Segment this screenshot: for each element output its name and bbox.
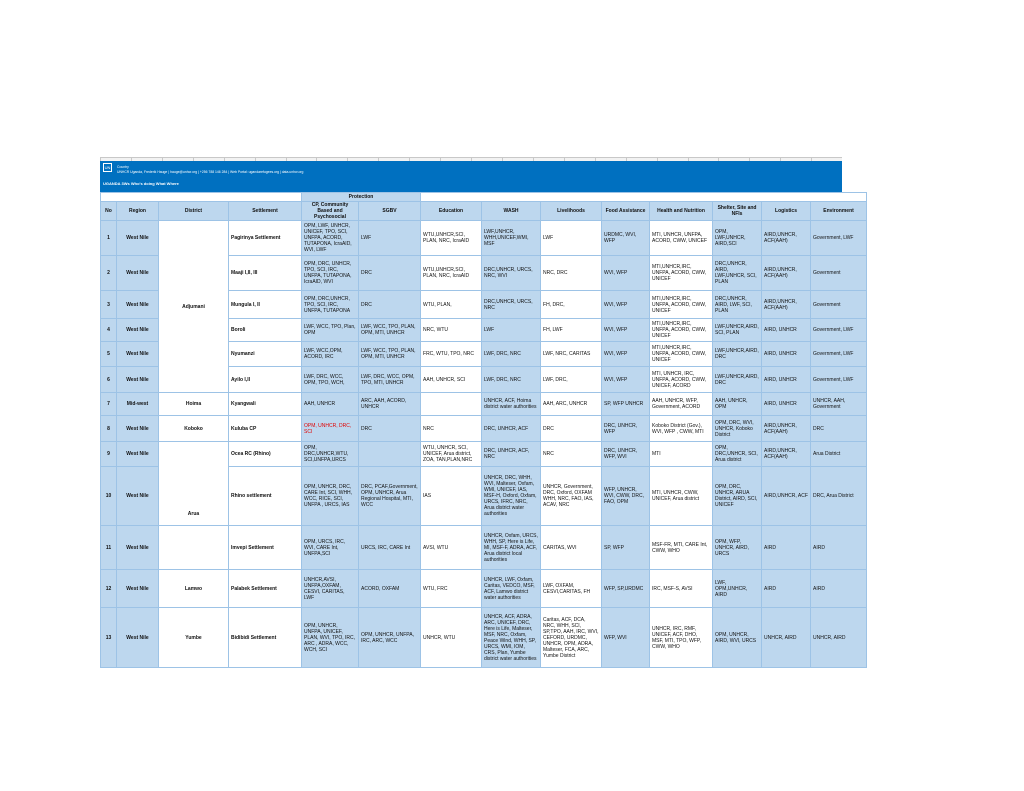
cell-cp: OPM, UNHCR, UNFPA, UNICEF, PLAN, WVI, TPO, IRC, ARC , ADRA, WCC, WCH, SCI — [302, 608, 359, 668]
cell-logistics: AIRD,UNHCR, ACF(AAH) — [762, 256, 811, 291]
cell-health: UNHCR, IRC, RMF, UNICEF, ACF, DHO, MSF, MTI, TPO, WFP, CWW, WHO — [650, 608, 713, 668]
cell-wash: DRC, UNHCR, ACF, NRC — [482, 442, 541, 467]
cell-logistics: AIRD,UNHCR, ACF(AAH) — [762, 416, 811, 442]
cell-health: MTI, UNHCR, IRC, UNFPA, ACORD, CWW, UNICEF, ACORD — [650, 367, 713, 393]
cell-wash: UNHCR, Oxfam, URCS, WHH, SP, Here is Life, MI, MSF-F, ADRA, ACF, Arua district local authorities — [482, 526, 541, 570]
cell-food: SP, WFP UNHCR — [602, 393, 650, 416]
cell-health: MTI,UNHCR,IRC, UNFPA, ACORD, CWW, UNICEF — [650, 256, 713, 291]
cell-cp: OPM, DRC, UNHCR, TPO, SCI, IRC, UNFPA, TUTAPONA, IcraAID, WVI — [302, 256, 359, 291]
cell-region: West Nile — [117, 608, 159, 668]
cell-no: 9 — [101, 442, 117, 467]
cell-environment: Government — [811, 256, 867, 291]
cell-food: WFP, WVI — [602, 608, 650, 668]
cell-sgbv: OPM, UNHCR, UNFPA, IRC, ARC, WCC — [359, 608, 421, 668]
cell-shelter: AAH, UNHCR, OPM — [713, 393, 762, 416]
cell-livelihoods: LWF, OXFAM, CESVI,CARITAS, FH — [541, 570, 602, 608]
cell-settlement: Palabek Settlement — [229, 570, 302, 608]
cell-cp: OPM, URCS, IRC, WVI, CARE Int, UNFPA,SCI — [302, 526, 359, 570]
cell-shelter: OPM, UNHCR, AIRD, WVI, URCS — [713, 608, 762, 668]
cell-education: UNHCR, WTU — [421, 608, 482, 668]
cell-logistics: AIRD — [762, 570, 811, 608]
cell-region: Mid-west — [117, 393, 159, 416]
cell-livelihoods: AAH, ARC, UNHCR — [541, 393, 602, 416]
cell-cp: LWF, WCC,OPM, ACORD, IRC — [302, 342, 359, 367]
cell-wash: DRC,UNHCR, URCS, NRC, WVI — [482, 256, 541, 291]
cell-health: MSF-FR, MTI, CARE Int, CWW, WHO — [650, 526, 713, 570]
cell-settlement: Rhino settlement — [229, 467, 302, 526]
cell-environment: DRC, Arua District — [811, 467, 867, 526]
header-education: Education — [421, 202, 482, 221]
cell-food: DRC, UNHCR, WFP — [602, 416, 650, 442]
cell-sgbv: URCS, IRC, CARE Int — [359, 526, 421, 570]
cell-shelter: OPM, LWF,UNHCR, AIRD,SCI — [713, 221, 762, 256]
cell-wash: LWF, DRC, NRC — [482, 342, 541, 367]
cell-wash: DRC,UNHCR, URCS, NRC — [482, 291, 541, 319]
cell-wash: UNHCR, ACF, Hoima district water authorities — [482, 393, 541, 416]
cell-wash: LWF,UNHCR, WHH,UNICEF,WMI, MSF — [482, 221, 541, 256]
header-settlement: Settlement — [229, 202, 302, 221]
unhcr-logo-icon: UN — [104, 165, 111, 170]
cell-health: AAH, UNHCR, WFP, Government, ACORD — [650, 393, 713, 416]
cell-environment: AIRD — [811, 570, 867, 608]
cell-education: AVSI, WTU — [421, 526, 482, 570]
cell-health: MTI,UNHCR,IRC, UNFPA, ACORD, CWW, UNICEF — [650, 319, 713, 342]
cell-cp: LWF, DRC, WCC, OPM, TPO, WCH, — [302, 367, 359, 393]
cell-livelihoods: NRC — [541, 442, 602, 467]
cell-livelihoods: FH, LWF — [541, 319, 602, 342]
cell-region: West Nile — [117, 256, 159, 291]
cell-food: DRC, UNHCR, WFP, WVI — [602, 442, 650, 467]
cell-education: NRC, WTU — [421, 319, 482, 342]
cell-wash: UNHCR, ACF, ADRA, ARC, UNICEF, DRC, Here is Life, Malteser, MSF, NRC, Oxfam, Peace Wind, WHH, SP, URCS, WMI, IOM, CRS, Plan, Yumbe district water authorities — [482, 608, 541, 668]
cell-logistics: AIRD, UNHCR — [762, 342, 811, 367]
cell-logistics: AIRD,UNHCR, ACF(AAH) — [762, 442, 811, 467]
cell-food: WFP, SP,URDMC — [602, 570, 650, 608]
cell-cp: OPM, UNHCR, DRC, SCI — [302, 416, 359, 442]
cell-no: 13 — [101, 608, 117, 668]
cell-food: WFP, UNHCR, WVI, CWW, DRC, FAO, OPM — [602, 467, 650, 526]
table-row — [101, 416, 867, 442]
cell-education: AAH, UNHCR, SCI — [421, 367, 482, 393]
cell-no: 7 — [101, 393, 117, 416]
cell-sgbv: ARC, AAH, ACORD, UNHCR — [359, 393, 421, 416]
cell-settlement: Ayilo I,II — [229, 367, 302, 393]
cell-sgbv — [359, 442, 421, 467]
cell-sgbv: ACORD, OXFAM — [359, 570, 421, 608]
cell-environment: Government, LWF — [811, 221, 867, 256]
cell-logistics: AIRD,UNHCR, ACF — [762, 467, 811, 526]
cell-sgbv: LWF — [359, 221, 421, 256]
cell-logistics: AIRD, UNHCR — [762, 393, 811, 416]
cell-district-empty — [159, 526, 229, 570]
cell-shelter: OPM, WFP, UNHCR, AIRD, URCS — [713, 526, 762, 570]
cell-livelihoods: LWF — [541, 221, 602, 256]
cell-shelter: OPM, DRC, WVI, UNHCR, Koboko District — [713, 416, 762, 442]
cell-health: MTI — [650, 442, 713, 467]
cell-cp: OPM, DRC,UNHCR, TPO, SCI, IRC, UNFPA, TUTAPONA — [302, 291, 359, 319]
cell-no: 12 — [101, 570, 117, 608]
header-food: Food Assistance — [602, 202, 650, 221]
cell-settlement: Maaji I,II, III — [229, 256, 302, 291]
cell-logistics: AIRD, UNHCR — [762, 319, 811, 342]
cell-region: West Nile — [117, 467, 159, 526]
cell-shelter: DRC,UNHCR, AIRD, LWF,UNHCR, SCI, PLAN — [713, 256, 762, 291]
cell-no: 5 — [101, 342, 117, 367]
cell-logistics: AIRD,UNHCR, ACF(AAH) — [762, 291, 811, 319]
header-district: District — [159, 202, 229, 221]
cell-settlement: Nyumanzi — [229, 342, 302, 367]
cell-logistics: UNHCR, AIRD — [762, 608, 811, 668]
cell-settlement: Mungula I, II — [229, 291, 302, 319]
table-row — [101, 526, 867, 570]
cell-settlement: Bidibidi Settlement — [229, 608, 302, 668]
cell-health: MTI,UNHCR,IRC, UNFPA, ACORD, CWW, UNICEF — [650, 291, 713, 319]
cell-sgbv: LWF, WCC, TPO, PLAN, OPM, MTI, UNHCR — [359, 342, 421, 367]
cell-district: Hoima — [159, 393, 229, 416]
cell-environment: AIRD — [811, 526, 867, 570]
cell-no: 3 — [101, 291, 117, 319]
cell-region: West Nile — [117, 526, 159, 570]
cell-livelihoods: FH, DRC, — [541, 291, 602, 319]
cell-cp: UNHCR,AVSI, UNFPA,OXFAM, CESVI, CARITAS, LWF — [302, 570, 359, 608]
3w-matrix-table — [100, 192, 867, 668]
cell-cp: LWF, WCC, TPO, Plan, OPM — [302, 319, 359, 342]
cell-wash: DRC, UNHCR, ACF — [482, 416, 541, 442]
cell-region: West Nile — [117, 221, 159, 256]
header-sgbv: SGBV — [359, 202, 421, 221]
cell-environment: Government, LWF — [811, 342, 867, 367]
cell-wash: LWF — [482, 319, 541, 342]
banner-country: Country — [117, 165, 129, 169]
cell-shelter: LWF, OPM,UNHCR, AIRD — [713, 570, 762, 608]
cell-education: WTU, UNHCR, SCI, UNICEF, Arua district, ZOA, TAN,PLAN,NRC — [421, 442, 482, 467]
header-wash: WASH — [482, 202, 541, 221]
cell-livelihoods: UNHCR, Government, DRC, Oxford, OXFAM WHH, NRC, FAO, IAS, ACAV, NRC — [541, 467, 602, 526]
cell-no: 2 — [101, 256, 117, 291]
cell-settlement: Pagirinya Settlement — [229, 221, 302, 256]
cell-cp: OPM, LWF, UNHCR, UNICEF, TPO, SCI, UNFPA, ACORD, TUTAPONA, IcraAID, WVI, LWF — [302, 221, 359, 256]
cell-health: MTI,UNHCR,IRC, UNFPA, ACORD, CWW, UNICEF — [650, 342, 713, 367]
cell-district: Yumbe — [159, 608, 229, 668]
cell-sgbv: DRC — [359, 416, 421, 442]
cell-no: 1 — [101, 221, 117, 256]
table-row — [101, 442, 867, 467]
cell-no: 8 — [101, 416, 117, 442]
cell-education: WTU, PLAN, — [421, 291, 482, 319]
cell-region: West Nile — [117, 319, 159, 342]
cell-education: WTU,UNHCR,SCI, PLAN, NRC, IcraAID — [421, 256, 482, 291]
header-shelter: Shelter, Site and NFIs — [713, 202, 762, 221]
cell-region: West Nile — [117, 442, 159, 467]
cell-wash: UNHCR, LWF, Oxfam, Caritas, VEDCO, MSF, ACF, Lamwo district water authorities — [482, 570, 541, 608]
cell-settlement: Kuluba CP — [229, 416, 302, 442]
header-banner — [100, 161, 842, 192]
cell-livelihoods: LWF, NRC, CARITAS — [541, 342, 602, 367]
cell-food: SP, WFP — [602, 526, 650, 570]
cell-shelter: LWF,UNHCR,AIRD, DRC — [713, 367, 762, 393]
table-row — [101, 608, 867, 668]
header-no: No — [101, 202, 117, 221]
cell-region: West Nile — [117, 570, 159, 608]
banner-contact: UNHCR Uganda, Frederik Hauge | hauge@unhcr.org | +256 788 146 284 | Web Portal: ugandarefugees.org | data.unhcr.org — [117, 170, 304, 174]
cell-health: Koboko District (Gov.), WVI, WFP , CWW, MTI — [650, 416, 713, 442]
table-row — [101, 221, 867, 256]
cell-district: Koboko — [159, 416, 229, 442]
cell-logistics: AIRD — [762, 526, 811, 570]
cell-no: 10 — [101, 467, 117, 526]
cell-no: 6 — [101, 367, 117, 393]
cell-no: 4 — [101, 319, 117, 342]
cell-food: URDMC, WVI, WFP — [602, 221, 650, 256]
cell-environment: Government — [811, 291, 867, 319]
cell-settlement: Boroli — [229, 319, 302, 342]
cell-livelihoods: NRC, DRC — [541, 256, 602, 291]
cell-region: West Nile — [117, 416, 159, 442]
header-logistics: Logistics — [762, 202, 811, 221]
cell-district: Lamwo — [159, 570, 229, 608]
cell-cp: AAH, UNHCR — [302, 393, 359, 416]
cell-environment: UNHCR, AAH, Government — [811, 393, 867, 416]
cell-logistics: AIRD,UNHCR, ACF(AAH) — [762, 221, 811, 256]
header-environment: Environment — [811, 202, 867, 221]
cell-sgbv: DRC, PCAF,Government, OPM, UNHCR, Arua Regional Hospital, MTI, WCC — [359, 467, 421, 526]
cell-environment: DRC — [811, 416, 867, 442]
cell-settlement: Imvepi Settlement — [229, 526, 302, 570]
cell-cp: OPM, UNHCR, DRC, CARE Int, SCI, WHH, WCC, RICE, SCI, UNFPA , URCS, IAS — [302, 467, 359, 526]
cell-sgbv: DRC — [359, 291, 421, 319]
cell-wash: LWF, DRC, NRC — [482, 367, 541, 393]
cell-environment: Government, LWF — [811, 367, 867, 393]
cell-region: West Nile — [117, 291, 159, 319]
header-spacer — [101, 193, 302, 202]
header-spacer-right — [421, 193, 867, 202]
cell-health: MTI, UNHCR, UNFPA, ACORD, CWW, UNICEF — [650, 221, 713, 256]
cell-health: IRC, MSF-S, AVSI — [650, 570, 713, 608]
cell-shelter: OPM, DRC, UNHCR, ARUA District, AIRD, SCI, UNICEF — [713, 467, 762, 526]
cell-education: WTU,UNHCR,SCI, PLAN, NRC, IcraAID — [421, 221, 482, 256]
cell-health: MTI, UNHCR, CWW, UNICEF, Arua district — [650, 467, 713, 526]
cell-cp: OPM, DRC,UNHCR,WTU, SCI,UNFPA,URCS — [302, 442, 359, 467]
cell-environment: UNHCR, AIRD — [811, 608, 867, 668]
cell-sgbv: LWF, WCC, TPO, PLAN, OPM, MTI, UNHCR — [359, 319, 421, 342]
cell-settlement: Ocea RC (Rhino) — [229, 442, 302, 467]
cell-education: FRC, WTU, TPO, NRC — [421, 342, 482, 367]
cell-livelihoods: CARITAS, WVI — [541, 526, 602, 570]
cell-education: WTU, FRC — [421, 570, 482, 608]
cell-no: 11 — [101, 526, 117, 570]
cell-food: WVI, WFP — [602, 367, 650, 393]
cell-food: WVI, WFP — [602, 256, 650, 291]
cell-livelihoods: Caritas, ACF, DCA, NRC, WHH, SCI, SP,TPO, AAH, IRC, WVI, CEFORD, URDMC, UNHCR, OPM, ADRA, Malteser, FCA, ARC, Yumbe District — [541, 608, 602, 668]
cell-environment: Arua District — [811, 442, 867, 467]
cell-food: WVI, WFP — [602, 319, 650, 342]
cell-education: IAS — [421, 467, 482, 526]
header-health: Health and Nutrition — [650, 202, 713, 221]
cell-food: WVI, WFP — [602, 291, 650, 319]
cell-sgbv: DRC — [359, 256, 421, 291]
cell-shelter: LWF,UNHCR,AIRD, DRC — [713, 342, 762, 367]
cell-shelter: LWF,UNHCR,AIRD, SCI, PLAN — [713, 319, 762, 342]
cell-food: WVI, WFP — [602, 342, 650, 367]
cell-district: Adjumani — [159, 221, 229, 393]
header-region: Region — [117, 202, 159, 221]
cell-settlement: Kyangwali — [229, 393, 302, 416]
header-livelihoods: Livelihoods — [541, 202, 602, 221]
cell-education — [421, 393, 482, 416]
table-row — [101, 570, 867, 608]
cell-livelihoods: DRC — [541, 416, 602, 442]
cell-region: West Nile — [117, 367, 159, 393]
cell-district: Arua — [159, 442, 229, 526]
cell-sgbv: LWF, DRC, WCC, OPM, TPO, MTI, UNHCR — [359, 367, 421, 393]
table-row — [101, 393, 867, 416]
cell-logistics: AIRD, UNHCR — [762, 367, 811, 393]
cell-education: NRC — [421, 416, 482, 442]
header-cp: CP, Community Based and Psychosocial — [302, 202, 359, 221]
cell-shelter: DRC,UNHCR, AIRD, LWF, SCI, PLAN — [713, 291, 762, 319]
cell-wash: UNHCR, DRC, WHH, WVI, Malteser, Oxfam, WMI, UNICEF, IAS, MSF-H, Oxford, Oxfam, URCS, IFRC, NRC, Arua district water authorities — [482, 467, 541, 526]
cell-region: West Nile — [117, 342, 159, 367]
header-protection: Protection — [302, 193, 421, 202]
page-title: UGANDA 3Ws Who's doing What Where — [103, 181, 179, 186]
cell-livelihoods: LWF, DRC, — [541, 367, 602, 393]
cell-shelter: OPM, DRC,UNHCR, SCI, Arua district — [713, 442, 762, 467]
cell-environment: Government, LWF — [811, 319, 867, 342]
